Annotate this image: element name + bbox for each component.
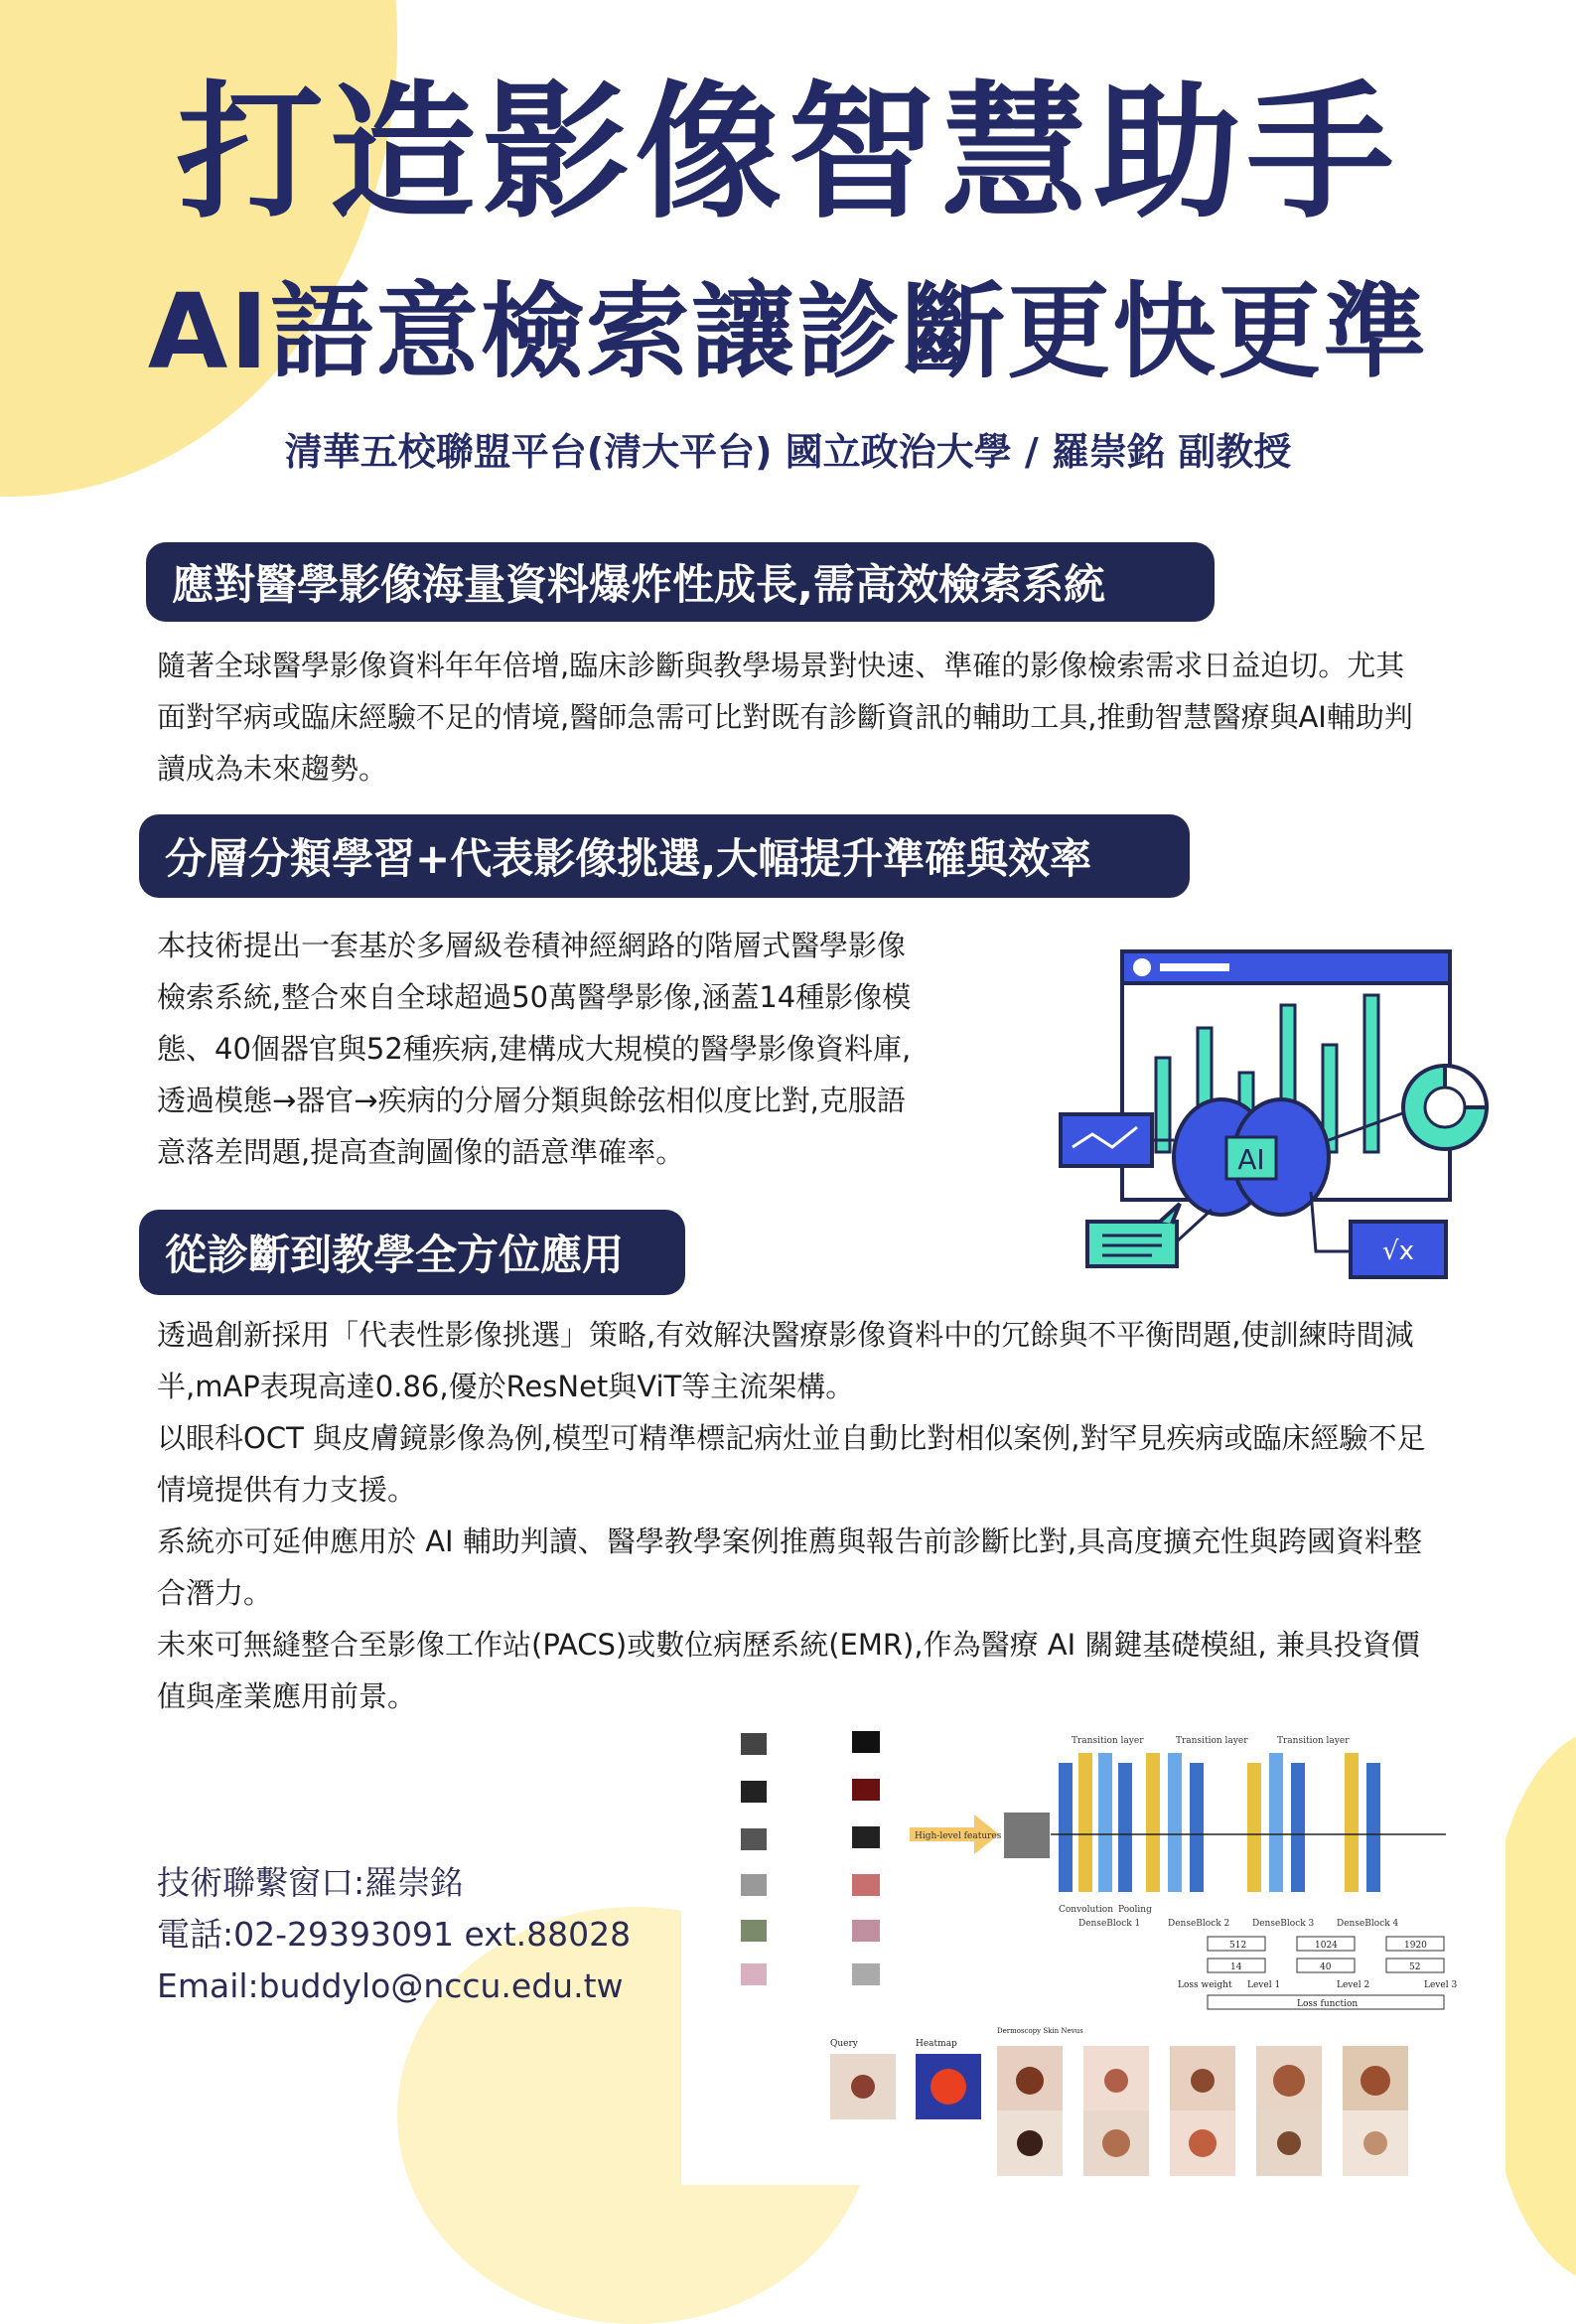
section-heading-2: 分層分類學習+代表影像挑選,大幅提升準確與效率 xyxy=(139,814,1190,898)
connector xyxy=(1177,1210,1212,1241)
heatmap-label: Heatmap xyxy=(916,2039,957,2049)
paragraph: 未來可無縫整合至影像工作站(PACS)或數位病歷系統(EMR),作為醫療 AI 關鍵基礎模組, 兼具投資價值與產業應用前景。 xyxy=(157,1628,1420,1713)
feature-size: 512 xyxy=(1229,1941,1247,1951)
sqrt-icon: √x xyxy=(1382,1236,1414,1266)
dense-block-label: DenseBlock 2 xyxy=(1168,1919,1230,1929)
paragraph: 系統亦可延伸應用於 AI 輔助判讀、醫學教學案例推薦與報告前診斷比對,具高度擴充性與跨國資料整合潛力。 xyxy=(157,1525,1423,1610)
pooling-label: Pooling xyxy=(1118,1905,1152,1915)
ai-chip-label: AI xyxy=(1237,1143,1265,1176)
section-heading-3: 從診斷到教學全方位應用 xyxy=(139,1210,685,1295)
author-affiliation: 清華五校聯盟平台(清大平台) 國立政治大學 / 羅崇銘 副教授 xyxy=(284,430,1292,474)
input-image xyxy=(1004,1813,1050,1858)
trend-box xyxy=(1061,1114,1152,1166)
bar-icon xyxy=(1156,1058,1170,1152)
main-title: 打造影像智慧助手 xyxy=(176,68,1400,238)
user-icon xyxy=(1133,958,1151,976)
section-2-text xyxy=(157,920,922,1178)
section-heading-1: 應對醫學影像海量資料爆炸性成長,需高效檢索系統 xyxy=(146,542,1215,622)
level-label: Level 1 xyxy=(1247,1980,1281,1990)
contact-email: Email:buddylo@nccu.edu.tw xyxy=(157,1966,624,2005)
level-count: 40 xyxy=(1320,1962,1332,1972)
level-count: 14 xyxy=(1230,1962,1242,1972)
level-count: 52 xyxy=(1409,1962,1421,1972)
convolution-label: Convolution xyxy=(1059,1905,1113,1915)
loss-weight-label: Loss weight xyxy=(1178,1980,1232,1990)
transition-layer-label: Transition layer xyxy=(1277,1736,1350,1746)
section-1-text xyxy=(157,640,1428,795)
paragraph: 本技術提出一套基於多層級卷積神經網路的階層式醫學影像檢索系統,整合來自全球超過50萬醫學影像,涵蓋14種影像模態、40個器官與52種疾病,建構成大規模的醫學影像資料庫,透過模態→器官→疾病的分層分類與餘弦相似度比對,克服語意落差問題,提高查詢圖像的語意準確率。 xyxy=(157,929,912,1169)
feature-size: 1024 xyxy=(1315,1941,1338,1951)
dense-block-label: DenseBlock 4 xyxy=(1337,1919,1399,1929)
heatmap-hotspot xyxy=(931,2069,966,2105)
sample-thumbnails xyxy=(741,1731,880,1985)
retrieved-results xyxy=(997,2027,1408,2176)
contact-phone: 電話:02-29393091 ext.88028 xyxy=(157,1915,632,1954)
lesion xyxy=(851,2075,875,2099)
network-layers xyxy=(1059,1753,1380,1892)
dense-block-label: DenseBlock 3 xyxy=(1252,1919,1315,1929)
main-title-line2: AI語意檢索讓診斷更快更準 xyxy=(147,271,1429,392)
feature-size: 1920 xyxy=(1404,1941,1427,1951)
paragraph: 透過創新採用「代表性影像挑選」策略,有效解決醫療影像資料中的冗餘與不平衡問題,使訓練時間減半,mAP表現高達0.86,優於ResNet與ViT等主流架構。 xyxy=(157,1318,1414,1403)
query-label: Query xyxy=(830,2039,858,2049)
level-label: Level 2 xyxy=(1337,1980,1370,1990)
bar-icon xyxy=(1364,995,1378,1152)
ai-analytics-illustration xyxy=(1053,944,1519,1281)
contact-block xyxy=(157,1857,631,2012)
pie-center-icon xyxy=(1425,1088,1465,1127)
architecture-diagram xyxy=(681,1723,1505,2185)
transition-layer-label: Transition layer xyxy=(1176,1736,1248,1746)
header-line xyxy=(1160,963,1229,971)
loss-function-label: Loss function xyxy=(1297,1999,1359,2009)
section-3-text xyxy=(157,1309,1428,1722)
contact-person: 技術聯繫窗口:羅崇銘 xyxy=(157,1863,464,1902)
paragraph: 隨著全球醫學影像資料年年倍增,臨床診斷與教學場景對快速、準確的影像檢索需求日益迫切。尤其面對罕病或臨床經驗不足的情境,醫師急需可比對既有診斷資訊的輔助工具,推動智慧醫療與AI輔助判讀成為未來趨勢。 xyxy=(157,649,1413,786)
paragraph: 以眼科OCT 與皮膚鏡影像為例,模型可精準標記病灶並自動比對相似案例,對罕見疾病或臨床經驗不足情境提供有力支援。 xyxy=(157,1421,1426,1507)
high-level-features-label: High-level features xyxy=(915,1831,1002,1841)
svg-text:Dermoscopy Skin Nevus: Dermoscopy Skin Nevus xyxy=(997,2027,1083,2035)
dense-block-label: DenseBlock 1 xyxy=(1078,1919,1141,1929)
transition-layer-label: Transition layer xyxy=(1072,1736,1144,1746)
level-label: Level 3 xyxy=(1424,1980,1458,1990)
